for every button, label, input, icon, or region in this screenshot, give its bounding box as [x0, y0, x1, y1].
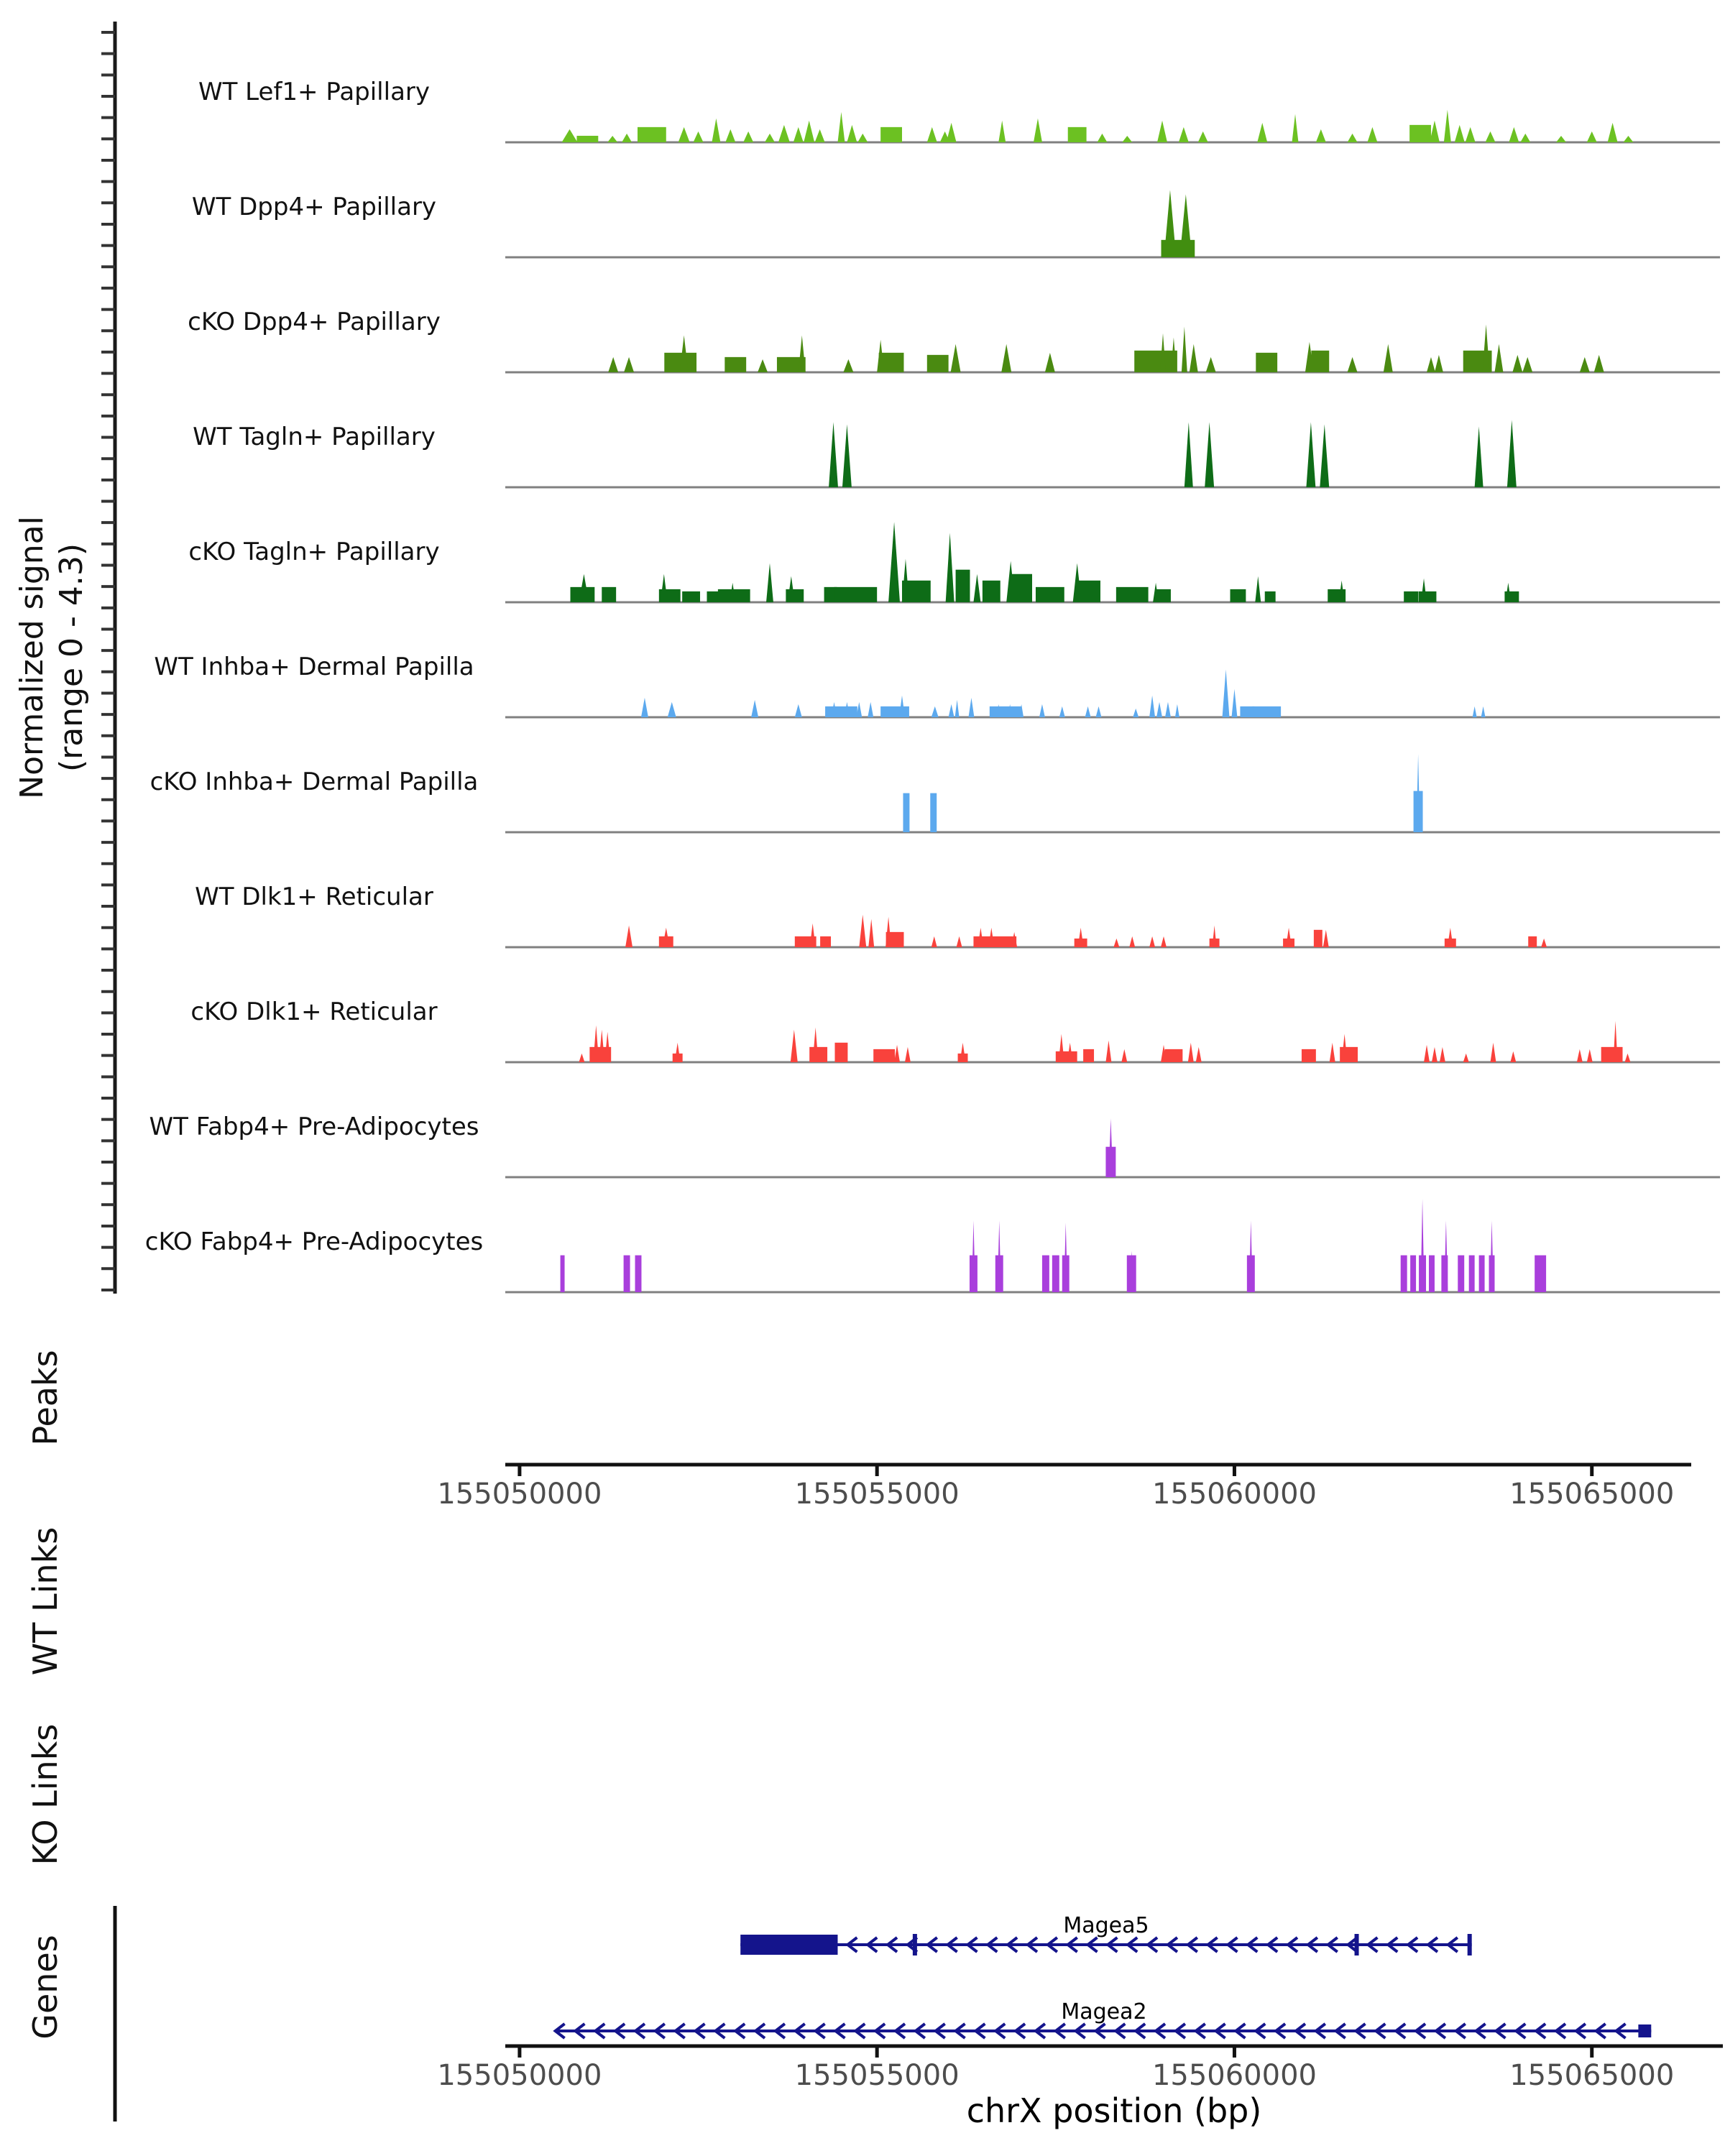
signal-peak [1256, 353, 1277, 372]
signal-peak [1283, 939, 1294, 947]
signal-peak [668, 702, 676, 717]
signal-peak [1116, 587, 1149, 602]
signal-peak [825, 706, 857, 717]
axis-tick-label: 155050000 [437, 2059, 602, 2092]
signal-peak [983, 581, 1000, 602]
track-label-8: WT Dlk1+ Reticular [195, 883, 433, 911]
signal-peak [1085, 706, 1091, 717]
signal-peak [589, 1047, 611, 1062]
signal-peak [1240, 706, 1254, 717]
signal-track-wt-inhba-dermal-papilla [505, 670, 1720, 717]
signal-peak [1410, 1256, 1416, 1292]
signal-peak [579, 1054, 584, 1062]
signal-peak [1316, 129, 1326, 142]
exon-tick [1468, 1934, 1472, 1955]
signal-peak [1535, 1256, 1546, 1292]
signal-peak [1105, 1041, 1111, 1062]
signal-peak [751, 700, 758, 717]
axis-tick-label: 155055000 [794, 2059, 960, 2092]
signal-peak [1175, 704, 1179, 717]
signal-peak [795, 704, 802, 717]
signal-peak [1161, 936, 1167, 947]
track-label-11: cKO Fabp4+ Pre-Adipocytes [144, 1227, 484, 1256]
signal-peak [1421, 1199, 1425, 1292]
signal-track-wt-lef1-papillary [505, 110, 1720, 142]
axis-tick-label: 155065000 [1509, 2059, 1675, 2092]
signal-peak [1129, 936, 1135, 947]
signal-peak [1608, 123, 1618, 142]
signal-peak [1314, 930, 1322, 947]
signal-peak [949, 704, 954, 717]
signal-peak [842, 424, 852, 487]
signal-peak [1404, 591, 1418, 602]
signal-peak [1594, 355, 1604, 372]
signal-peak [1504, 591, 1519, 602]
signal-peak [1445, 939, 1456, 947]
signal-peak [794, 127, 804, 142]
signal-peak [576, 136, 598, 142]
signal-peak [903, 793, 909, 832]
signal-peak [1522, 357, 1532, 372]
signal-peak [607, 136, 617, 142]
signal-peak [932, 706, 939, 717]
signal-peak [1164, 1049, 1182, 1062]
signal-peak [1252, 706, 1281, 717]
signal-peak [1556, 136, 1566, 142]
signal-peak [1455, 125, 1465, 142]
signal-peak [659, 589, 681, 602]
signal-peak [1587, 1049, 1593, 1062]
signal-peak [1231, 689, 1237, 717]
signal-peak [622, 134, 632, 142]
signal-peak [724, 357, 746, 372]
signal-peak [766, 563, 773, 602]
signal-peak [1624, 136, 1634, 142]
peaks-axis [437, 1465, 1691, 1511]
signal-peak [641, 698, 648, 717]
signal-peak [1512, 355, 1522, 372]
axis-tick-label: 155055000 [794, 1478, 960, 1511]
signal-peak [1587, 132, 1597, 142]
signal-track-cko-dlk1-reticular [505, 1021, 1720, 1062]
signal-track-wt-dpp4-papillary [505, 190, 1720, 257]
signal-peak [998, 121, 1006, 142]
signal-peak [1507, 420, 1517, 487]
signal-peak [725, 129, 735, 142]
signal-peak [1348, 134, 1358, 142]
y-axis-title-line1: Normalized signal [14, 516, 50, 799]
signal-peak [1045, 353, 1055, 372]
signal-peak [765, 134, 775, 142]
signal-peak [1429, 1256, 1435, 1292]
gene-model-magea5 [740, 1913, 1471, 1955]
signal-peak [1096, 706, 1102, 717]
signal-peak [837, 112, 845, 142]
signal-peak [859, 915, 866, 947]
signal-peak [1179, 127, 1189, 142]
signal-peak [1520, 134, 1530, 142]
signal-peak [682, 591, 700, 602]
signal-peak [1435, 355, 1443, 372]
gene-name-label: Magea5 [1063, 1913, 1149, 1938]
signal-peak [758, 359, 768, 372]
signal-peak [1458, 1256, 1464, 1292]
signal-peak [1483, 325, 1490, 372]
signal-peak [1184, 422, 1193, 487]
signal-peak [1182, 327, 1187, 372]
signal-peak [635, 1256, 642, 1292]
signal-peak [1156, 702, 1162, 717]
signal-peak [1424, 1045, 1430, 1062]
signal-peak [799, 336, 806, 372]
y-axis-title-line2: (range 0 - 4.3) [53, 543, 90, 773]
signal-peak [1036, 587, 1064, 602]
signal-peak [956, 570, 970, 602]
signal-peak [1198, 132, 1208, 142]
track-label-4: WT Tagln+ Papillary [193, 423, 436, 451]
signal-peak [946, 533, 954, 602]
signal-peak [625, 926, 632, 947]
exon-tick [913, 1934, 917, 1955]
signal-peak [1034, 119, 1042, 142]
signal-peak [1614, 1021, 1618, 1062]
signal-peak [1157, 121, 1167, 142]
signal-peak [1257, 123, 1267, 142]
signal-peak [1134, 351, 1177, 372]
signal-peak [1133, 709, 1138, 717]
track-label-9: cKO Dlk1+ Reticular [190, 998, 438, 1026]
signal-peak [955, 700, 960, 717]
signal-peak [786, 589, 804, 602]
signal-peak [1509, 127, 1519, 142]
signal-peak [1367, 127, 1377, 142]
signal-peak [1330, 1043, 1335, 1062]
signal-peak [1113, 939, 1119, 947]
track-label-7: cKO Inhba+ Dermal Papilla [150, 768, 479, 796]
signal-peak [880, 127, 902, 142]
axis-tick-label: 155060000 [1151, 1478, 1317, 1511]
signal-peak [624, 357, 634, 372]
signal-peak [894, 1045, 900, 1062]
signal-peak [1068, 127, 1087, 142]
signal-peak [1098, 134, 1108, 142]
signal-peak [791, 1030, 798, 1062]
signal-peak [886, 932, 904, 947]
signal-peak [990, 706, 1022, 717]
axis-tick-label: 155050000 [437, 1478, 602, 1511]
signal-peak [968, 698, 974, 717]
genome-position-axis [437, 2046, 1723, 2092]
signal-peak [1001, 344, 1011, 372]
signal-peak [1601, 1047, 1623, 1062]
gene-name-label: Magea2 [1061, 1999, 1147, 2024]
signal-peak [1039, 704, 1045, 717]
signal-peak [810, 923, 816, 947]
signal-peak [1149, 696, 1155, 717]
signal-peak [1323, 930, 1329, 947]
signal-peak [1340, 1047, 1358, 1062]
signal-peak [1206, 357, 1216, 372]
signal-peak [927, 127, 937, 142]
signal-peak [778, 125, 790, 142]
track-label-2: WT Dpp4+ Papillary [191, 193, 437, 221]
signal-peak [1541, 939, 1547, 947]
signal-peak [947, 123, 957, 142]
signal-peak [678, 127, 690, 142]
x-axis-title: chrX position (bp) [966, 2091, 1262, 2130]
y-axis-title [12, 516, 91, 799]
signal-peak [561, 1256, 565, 1292]
signal-peak [1479, 1256, 1485, 1292]
signal-peak [1121, 1049, 1127, 1062]
signal-peak [1056, 1051, 1077, 1062]
signal-peak [743, 132, 753, 142]
signal-peak [1466, 127, 1476, 142]
signal-peak [1491, 1043, 1496, 1062]
signal-peak [1486, 132, 1496, 142]
signal-peak [1162, 240, 1195, 257]
signal-peak [1577, 1049, 1583, 1062]
signal-peak [1580, 357, 1590, 372]
signal-peak [1205, 422, 1214, 487]
signal-peak [804, 121, 814, 142]
signal-peak [1528, 936, 1537, 947]
signal-peak [1475, 426, 1484, 487]
signal-peak [1230, 589, 1246, 602]
signal-peak [1510, 1051, 1516, 1062]
signal-track-cko-inhba-dermal-papilla [505, 754, 1720, 832]
signal-peak [1481, 706, 1486, 717]
signal-peak [905, 1047, 911, 1062]
signal-peak [1311, 351, 1329, 372]
signal-track-cko-fabp4-pre-adipocytes [505, 1199, 1720, 1292]
section-label-peaks: Peaks [26, 1350, 65, 1446]
section-label-ko-links: KO Links [26, 1723, 65, 1866]
signal-peak [1059, 706, 1065, 717]
track-label-6: WT Inhba+ Dermal Papilla [154, 653, 474, 681]
signal-peak [1188, 1043, 1194, 1062]
signal-peak [932, 936, 937, 947]
signal-peak [1494, 344, 1503, 372]
signal-track-wt-tagln-papillary [505, 420, 1720, 487]
signal-peak [902, 581, 931, 602]
signal-peak [602, 587, 616, 602]
signal-peak [1432, 1047, 1438, 1062]
signal-peak [868, 702, 873, 717]
signal-peak [958, 1054, 968, 1062]
signal-track-wt-fabp4-pre-adipocytes [505, 1118, 1720, 1177]
track-label-10: WT Fabp4+ Pre-Adipocytes [149, 1112, 479, 1141]
signal-peak [1302, 1049, 1316, 1062]
signal-peak [809, 1047, 827, 1062]
signal-peak [834, 587, 878, 602]
signal-peak [927, 355, 949, 372]
signal-peak [624, 1256, 630, 1292]
track-label-1: WT Lef1+ Papillary [198, 78, 431, 106]
signal-peak [815, 129, 825, 142]
exon-box [740, 1935, 837, 1955]
signal-peak [951, 344, 961, 372]
signal-peak [1625, 1054, 1631, 1062]
axis-tick-label: 155065000 [1509, 1478, 1675, 1511]
exon-tick [1355, 1934, 1359, 1955]
signal-peak [1042, 1256, 1049, 1292]
signal-peak [973, 574, 980, 602]
signal-peak [1265, 591, 1276, 602]
signal-peak [1320, 424, 1329, 487]
signal-peak [868, 919, 874, 947]
signal-peak [880, 706, 909, 717]
signal-peak [843, 359, 853, 372]
signal-peak [718, 589, 750, 602]
signal-peak [1075, 581, 1100, 602]
signal-peak [1473, 706, 1477, 717]
signal-peak [1011, 574, 1032, 602]
signal-peak [1052, 1256, 1059, 1292]
signal-peak [873, 1049, 895, 1062]
signal-peak [1306, 422, 1315, 487]
signal-peak [1401, 1256, 1407, 1292]
signal-peak [1430, 121, 1440, 142]
signal-peak [1196, 1047, 1202, 1062]
axis-tick-label: 155060000 [1151, 2059, 1317, 2092]
exon-box [1638, 2024, 1651, 2037]
signal-peak [1427, 357, 1435, 372]
signal-track-cko-dpp4-papillary [505, 325, 1720, 372]
signal-peak [1083, 1049, 1094, 1062]
signal-peak [712, 119, 720, 142]
signal-peak [1223, 670, 1230, 717]
signal-peak [1122, 136, 1132, 142]
signal-peak [1419, 591, 1437, 602]
signal-peak [1156, 589, 1171, 602]
signal-peak [673, 1054, 683, 1062]
signal-peak [1075, 939, 1087, 947]
signal-peak [694, 132, 704, 142]
signal-peak [1463, 1054, 1469, 1062]
signal-peak [879, 353, 904, 372]
signal-peak [1292, 114, 1299, 142]
signal-peak [1348, 357, 1358, 372]
signal-peak [1409, 125, 1431, 142]
signal-peak [847, 125, 857, 142]
signal-peak [1149, 936, 1155, 947]
signal-peak [888, 522, 900, 602]
signal-peak [659, 936, 673, 947]
section-label-wt-links: WT Links [26, 1526, 65, 1676]
signal-peak [829, 422, 838, 487]
signal-peak [820, 936, 831, 947]
track-label-3: cKO Dpp4+ Papillary [188, 308, 441, 336]
signal-peak [973, 936, 1016, 947]
section-label-genes: Genes [26, 1935, 65, 2040]
signal-peak [1469, 1256, 1475, 1292]
track-label-5: cKO Tagln+ Papillary [188, 538, 440, 566]
signal-peak [1190, 344, 1198, 372]
signal-peak [638, 127, 666, 142]
gene-model-magea2 [556, 1999, 1652, 2038]
signal-peak [707, 591, 718, 602]
signal-peak [1440, 1047, 1445, 1062]
signal-peak [857, 134, 868, 142]
signal-peak [571, 587, 595, 602]
signal-peak [1384, 344, 1393, 372]
signal-peak [834, 1043, 847, 1062]
signal-track-wt-dlk1-reticular [505, 915, 1720, 947]
signal-peak [1255, 576, 1261, 602]
signal-peak [1165, 702, 1171, 717]
signal-peak [1210, 939, 1220, 947]
signal-peak [1444, 110, 1451, 142]
signal-peak [562, 129, 578, 142]
signal-peak [957, 936, 962, 947]
signal-peak [608, 357, 618, 372]
signal-track-cko-tagln-papillary [505, 522, 1720, 602]
signal-peak [930, 793, 937, 832]
